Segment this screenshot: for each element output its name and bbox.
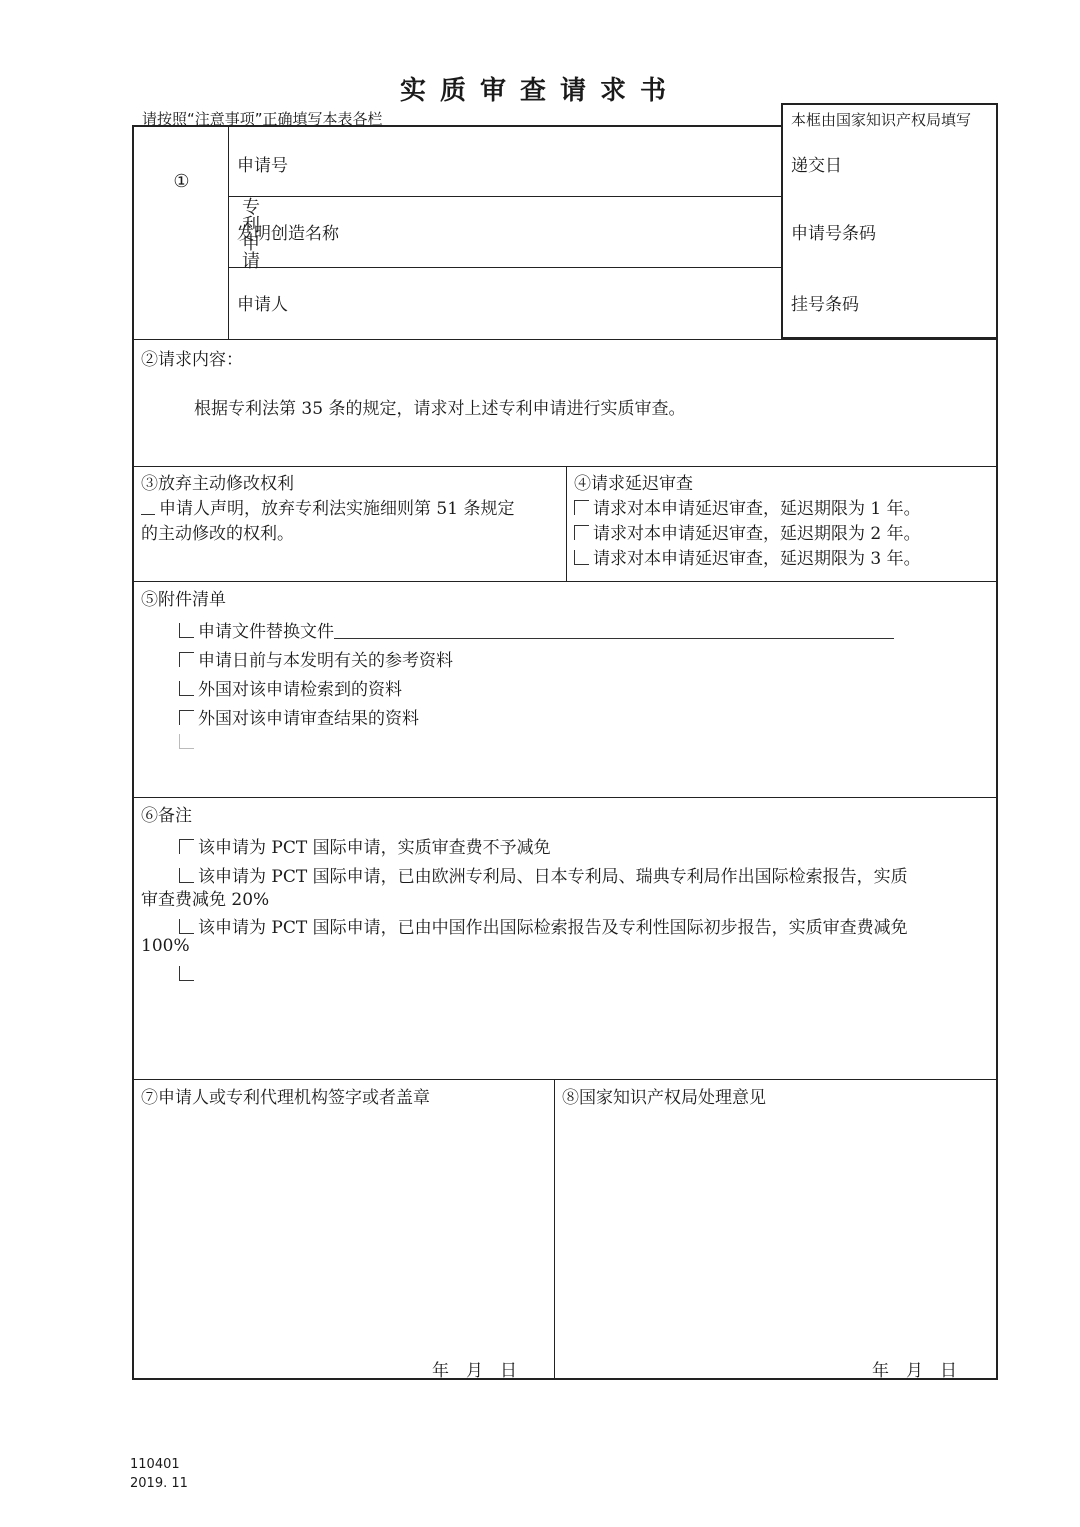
attachment-1-blank[interactable] [334,622,894,639]
delay-option-2[interactable] [574,519,921,544]
remark-item-3[interactable] [179,913,908,938]
section-line [134,466,996,467]
registered-barcode-label: 挂号条码 [791,295,859,315]
attachment-label: 申请日前与本发明有关的参考资料 [198,651,453,671]
section7-heading: ⑦申请人或专利代理机构签字或者盖章 [141,1088,430,1108]
section8-date: 年 月 日 [872,1361,957,1381]
form-title: 实质审查请求书 [399,76,680,106]
section-line [134,339,996,340]
fill-instruction: 请按照“注意事项”正确填写本表各栏 [142,110,383,128]
attachment-item-3[interactable] [179,675,402,700]
row-line [228,196,784,197]
form-version: 2019. 11 [130,1476,188,1491]
remark-3-checkbox[interactable] [179,919,194,934]
attachment-item-4[interactable] [179,704,419,729]
delay-option-3[interactable] [574,544,921,569]
waiver-checkbox[interactable] [141,500,155,515]
remark-4-checkbox[interactable] [179,966,194,981]
barcode-label: 申请号条码 [791,224,876,244]
form-footer [130,1455,188,1493]
attachment-item-1[interactable] [179,617,894,642]
section4-heading: ④请求延迟审查 [574,474,693,494]
section3-line1: 申请人声明，放弃专利法实施细则第 51 条规定 [159,499,515,519]
remark-item-3-cont: 100% [141,936,190,956]
delay-3-checkbox[interactable] [574,550,589,565]
attachment-5-checkbox[interactable] [179,734,194,749]
delay-2-checkbox[interactable] [574,525,589,540]
section5-heading: ⑤附件清单 [141,590,226,610]
section1-vertical-label: 专利申请 [239,197,260,269]
remark-item-1[interactable] [179,833,551,858]
section78-divider [554,1079,555,1379]
delay-option-label: 请求对本申请延迟审查，延迟期限为 2 年。 [593,524,921,544]
delay-1-checkbox[interactable] [574,500,589,515]
remark-item-2-cont: 审查费减免 20% [141,890,270,910]
attachment-item-5[interactable] [179,733,198,753]
remark-2-checkbox[interactable] [179,868,194,883]
attachment-label: 外国对该申请审查结果的资料 [198,709,419,729]
delay-option-1[interactable] [574,494,921,519]
section-line [134,1079,996,1080]
section8-heading: ⑧国家知识产权局处理意见 [562,1088,766,1108]
section2-body: 根据专利法第 35 条的规定，请求对上述专利申请进行实质审查。 [194,399,686,419]
attachment-3-checkbox[interactable] [179,681,194,696]
form-code: 110401 [130,1457,180,1472]
remark-label: 该申请为 PCT 国际申请，实质审查费不予减免 [198,838,551,858]
section6-heading: ⑥备注 [141,806,192,826]
applicant-label: 申请人 [237,295,288,315]
section7-date: 年 月 日 [432,1361,517,1381]
section3-option[interactable] [141,494,514,519]
remark-label: 该申请为 PCT 国际申请，已由欧洲专利局、日本专利局、瑞典专利局作出国际检索报告，实质 [198,867,908,887]
section-line [134,797,996,798]
application-number-label: 申请号 [237,156,288,176]
attachment-1-checkbox[interactable] [179,623,194,638]
office-use-box [781,103,998,339]
attachment-2-checkbox[interactable] [179,652,194,667]
attachment-label: 申请文件替换文件 [198,622,334,642]
invention-name-label: 发明创造名称 [237,224,339,244]
remark-item-2[interactable] [179,862,908,887]
section3-heading: ③放弃主动修改权利 [141,474,294,494]
section1-number: ① [173,171,190,192]
office-box-header: 本框由国家知识产权局填写 [791,111,972,129]
delay-option-label: 请求对本申请延迟审查，延迟期限为 1 年。 [593,499,921,519]
remark-1-checkbox[interactable] [179,839,194,854]
section-line [134,581,996,582]
submission-date-label: 递交日 [791,156,842,176]
attachment-label: 外国对该申请检索到的资料 [198,680,402,700]
remark-item-4[interactable] [179,965,198,985]
section2-heading: ②请求内容： [141,350,243,370]
attachment-item-2[interactable] [179,646,453,671]
delay-option-label: 请求对本申请延迟审查，延迟期限为 3 年。 [593,549,921,569]
remark-label: 该申请为 PCT 国际申请，已由中国作出国际检索报告及专利性国际初步报告，实质审查费减免 [198,918,908,938]
attachment-4-checkbox[interactable] [179,710,194,725]
row-line [228,267,784,268]
section3-line2: 的主动修改的权利。 [141,524,294,544]
section34-divider [566,466,567,581]
